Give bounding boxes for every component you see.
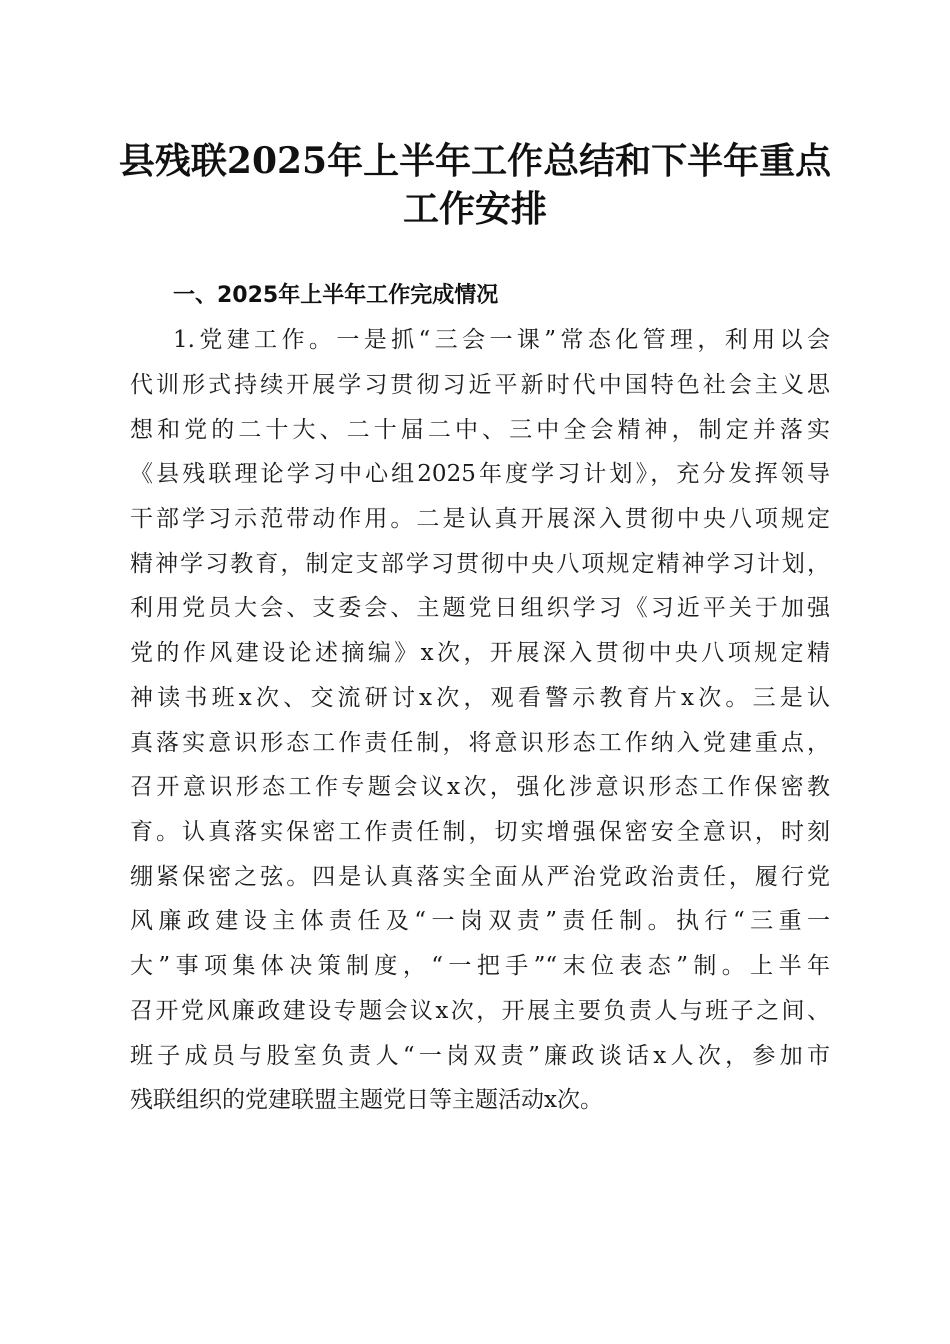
paragraph-line: 《县残联理论学习中心组2025年度学习计划》，充分发挥领导: [130, 461, 830, 487]
paragraph-line: 1.党建工作。一是抓“三会一课”常态化管理，利用以会: [173, 327, 830, 353]
paragraph-line: 代训形式持续开展学习贯彻习近平新时代中国特色社会主义思: [130, 372, 830, 398]
paragraph-line: 残联组织的党建联盟主题党日等主题活动x次。: [130, 1087, 603, 1113]
paragraph-line: 神读书班x次、交流研讨x次，观看警示教育片x次。三是认: [130, 685, 830, 711]
section-heading: 一、2025年上半年工作完成情况: [173, 283, 499, 308]
document-title-line-1: 县残联2025年上半年工作总结和下半年重点: [118, 140, 832, 182]
paragraph-line: 育。认真落实保密工作责任制，切实增强保密安全意识，时刻: [130, 819, 830, 845]
paragraph-line: 精神学习教育，制定支部学习贯彻中央八项规定精神学习计划，: [130, 551, 830, 577]
paragraph-line: 想和党的二十大、二十届二中、三中全会精神，制定并落实: [130, 417, 830, 443]
paragraph-line: 班子成员与股室负责人“一岗双责”廉政谈话x人次，参加市: [130, 1043, 830, 1069]
paragraph-line: 干部学习示范带动作用。二是认真开展深入贯彻中央八项规定: [130, 506, 830, 532]
paragraph-line: 利用党员大会、支委会、主题党日组织学习《习近平关于加强: [130, 595, 830, 621]
document-title-line-2: 工作安排: [402, 188, 547, 230]
paragraph-line: 大”事项集体决策制度，“一把手”“末位表态”制。上半年: [130, 953, 830, 979]
paragraph-line: 党的作风建设论述摘编》x次，开展深入贯彻中央八项规定精: [130, 640, 830, 666]
paragraph-line: 召开党风廉政建设专题会议x次，开展主要负责人与班子之间、: [130, 998, 830, 1024]
paragraph-line: 真落实意识形态工作责任制，将意识形态工作纳入党建重点，: [130, 730, 830, 756]
paragraph-line: 召开意识形态工作专题会议x次，强化涉意识形态工作保密教: [130, 774, 830, 800]
paragraph-line: 风廉政建设主体责任及“一岗双责”责任制。执行“三重一: [130, 908, 830, 934]
paragraph-line: 绷紧保密之弦。四是认真落实全面从严治党政治责任，履行党: [130, 864, 830, 890]
